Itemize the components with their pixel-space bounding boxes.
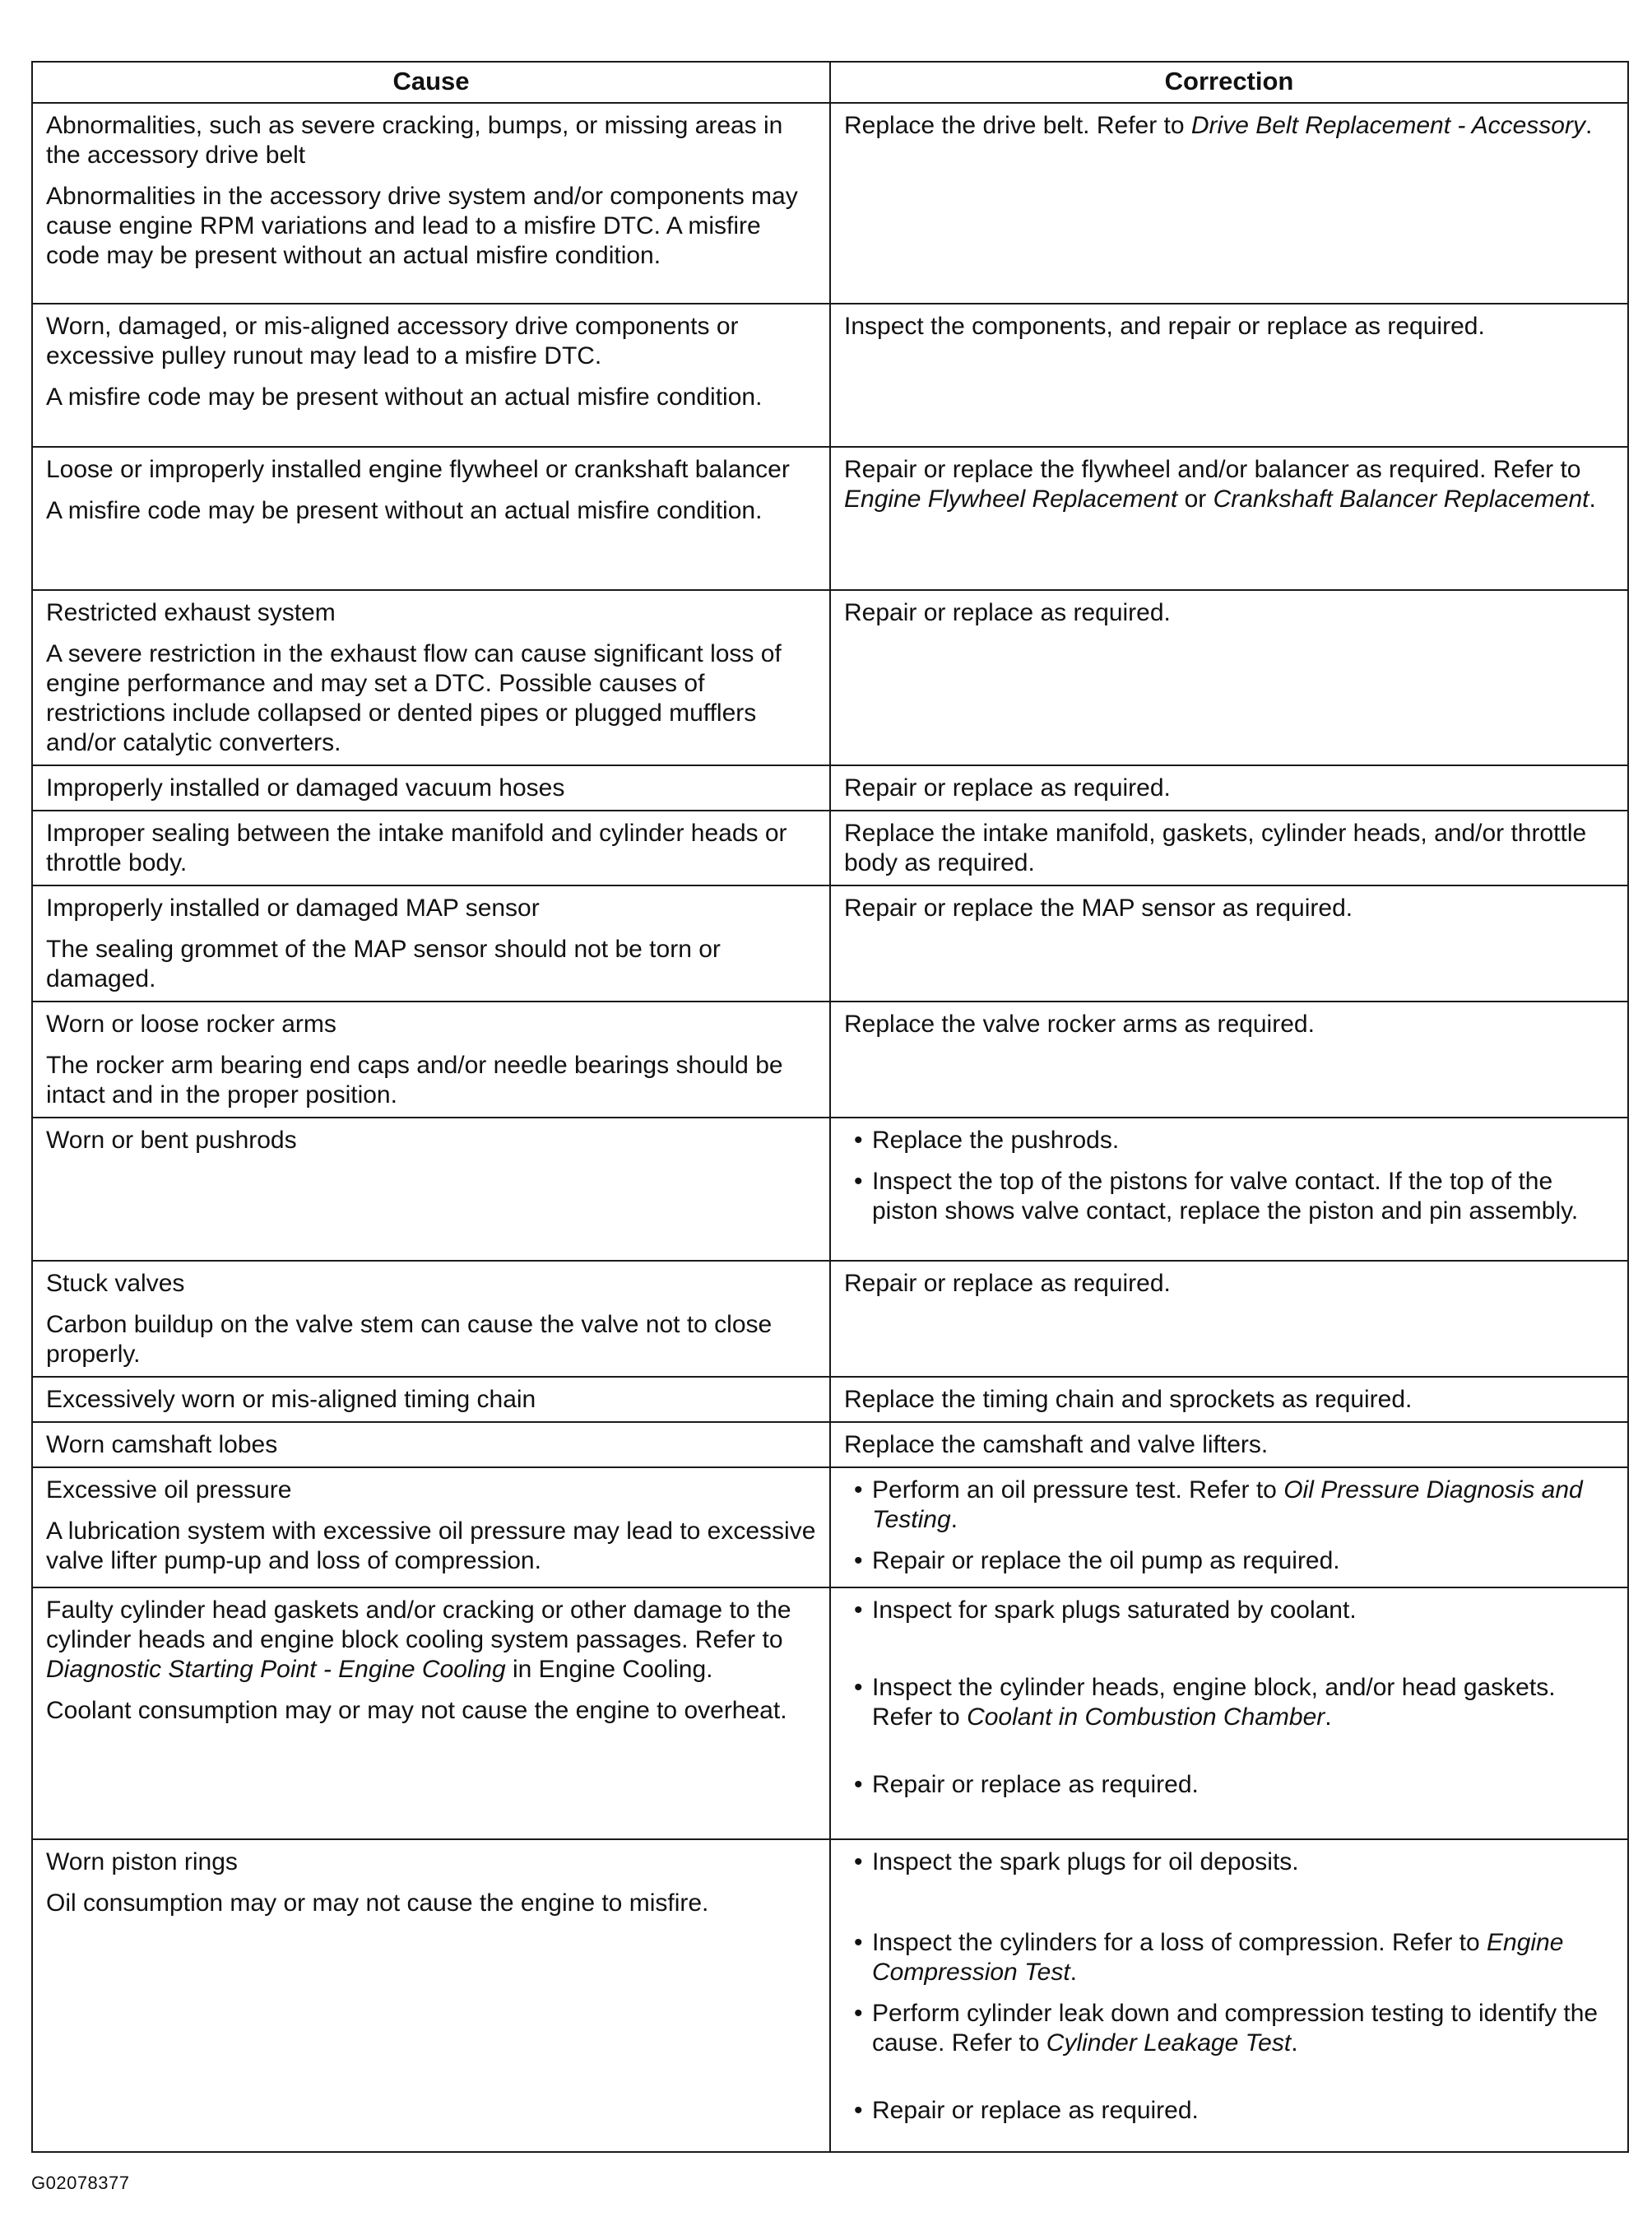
correction-cell xyxy=(830,1377,1628,1422)
correction-column-header: Correction xyxy=(830,62,1628,103)
correction-text: Replace the timing chain and sprockets as required. xyxy=(844,1386,1413,1413)
correction-cell xyxy=(830,1002,1628,1118)
correction-cell xyxy=(830,1839,1628,2152)
cause-cell xyxy=(32,885,830,1002)
cause-text: Excessively worn or mis-aligned timing chain xyxy=(46,1386,536,1413)
table-row xyxy=(32,885,1628,1002)
correction-bullet: • Inspect the top of the pistons for valve contact. If the top of the piston shows valve contact, replace the piston and pin assembly. xyxy=(872,1167,1616,1226)
correction-bullet: • Perform an oil pressure test. Refer to Oil Pressure Diagnosis and Testing. xyxy=(872,1476,1616,1535)
correction-bullet: • Inspect the cylinders for a loss of compression. Refer to Engine Compression Test. xyxy=(872,1928,1616,1987)
reference-link[interactable]: Drive Belt Replacement - Accessory xyxy=(1190,112,1585,139)
correction-cell xyxy=(830,590,1628,765)
cause-note: The rocker arm bearing end caps and/or needle bearings should be intact and in the proper position. xyxy=(46,1052,783,1108)
reference-link[interactable]: Diagnostic Starting Point - Engine Cooling xyxy=(46,1656,506,1683)
correction-bullet: • Inspect for spark plugs saturated by coolant. xyxy=(872,1596,1616,1625)
correction-cell xyxy=(830,1422,1628,1467)
reference-link[interactable]: Engine Flywheel Replacement xyxy=(844,486,1178,513)
table-row xyxy=(32,1118,1628,1261)
table-row xyxy=(32,103,1628,304)
cause-text: Excessive oil pressure xyxy=(46,1476,292,1504)
table-row xyxy=(32,765,1628,811)
correction-text: Repair or replace the MAP sensor as required. xyxy=(844,895,1353,922)
cause-correction-table xyxy=(31,61,1629,2153)
correction-text: Replace the intake manifold, gaskets, cylinder heads, and/or throttle body as required. xyxy=(844,820,1587,876)
correction-list xyxy=(844,1476,1616,1576)
table-row xyxy=(32,1467,1628,1587)
cause-text: Stuck valves xyxy=(46,1270,185,1297)
table-row xyxy=(32,1377,1628,1422)
correction-text: Replace the valve rocker arms as required. xyxy=(844,1011,1315,1038)
correction-bullet: • Replace the pushrods. xyxy=(872,1126,1616,1155)
table-row xyxy=(32,304,1628,447)
table-row xyxy=(32,1002,1628,1118)
correction-bullet: • Repair or replace as required. xyxy=(872,1770,1616,1800)
table-header-row xyxy=(32,62,1628,103)
reference-link[interactable]: Engine Compression Test xyxy=(872,1929,1564,1986)
cause-cell xyxy=(32,1118,830,1261)
table-row xyxy=(32,590,1628,765)
cause-cell xyxy=(32,1261,830,1377)
cause-text: Worn piston rings xyxy=(46,1848,238,1875)
cause-text: Loose or improperly installed engine flywheel or crankshaft balancer xyxy=(46,456,790,483)
table-row xyxy=(32,447,1628,590)
cause-cell xyxy=(32,304,830,447)
cause-text: Improper sealing between the intake manifold and cylinder heads or throttle body. xyxy=(46,820,787,876)
cause-cell xyxy=(32,447,830,590)
correction-text: Repair or replace as required. xyxy=(844,599,1171,626)
cause-note: A misfire code may be present without an actual misfire condition. xyxy=(46,497,763,524)
correction-cell xyxy=(830,1261,1628,1377)
correction-list xyxy=(844,1126,1616,1226)
correction-bullet: • Repair or replace as required. xyxy=(872,2096,1616,2126)
table-row xyxy=(32,1422,1628,1467)
cause-text: Worn, damaged, or mis-aligned accessory drive components or excessive pulley runout may lead to a misfire DTC. xyxy=(46,313,739,370)
cause-note: Oil consumption may or may not cause the engine to misfire. xyxy=(46,1889,709,1917)
cause-text: Restricted exhaust system xyxy=(46,599,336,626)
correction-cell xyxy=(830,447,1628,590)
reference-link[interactable]: Coolant in Combustion Chamber xyxy=(967,1703,1325,1731)
cause-note: Coolant consumption may or may not cause the engine to overheat. xyxy=(46,1697,787,1724)
cause-column-header: Cause xyxy=(32,62,830,103)
correction-cell xyxy=(830,1587,1628,1839)
correction-bullet: • Repair or replace the oil pump as required. xyxy=(872,1546,1616,1576)
correction-text: Replace the camshaft and valve lifters. xyxy=(844,1431,1269,1458)
cause-cell xyxy=(32,1839,830,2152)
cause-cell xyxy=(32,1587,830,1839)
cause-note: Carbon buildup on the valve stem can cause the valve not to close properly. xyxy=(46,1311,773,1368)
cause-note: Abnormalities in the accessory drive system and/or components may cause engine RPM variations and lead to a misfire DTC. A misfire code may be present without an actual misfire condition. xyxy=(46,183,798,269)
cause-note: A lubrication system with excessive oil pressure may lead to excessive valve lifter pump-up and loss of compression. xyxy=(46,1518,816,1574)
correction-text: Inspect the components, and repair or replace as required. xyxy=(844,313,1485,340)
correction-bullet: • Inspect the spark plugs for oil deposits. xyxy=(872,1848,1616,1877)
cause-note: A severe restriction in the exhaust flow can cause significant loss of engine performance and may set a DTC. Possible causes of restrictions include collapsed or dented pipes or plugged mufflers and/or catalytic converters. xyxy=(46,640,782,756)
diagnostic-table-sheet xyxy=(31,61,1627,2153)
correction-cell xyxy=(830,1118,1628,1261)
cause-text: Worn or bent pushrods xyxy=(46,1127,297,1154)
table-row xyxy=(32,1261,1628,1377)
cause-text: Improperly installed or damaged vacuum hoses xyxy=(46,774,565,802)
cause-text: Faulty cylinder head gaskets and/or cracking or other damage to the cylinder heads and engine block cooling system passages. Refer to Diagnostic Starting Point - Engine Cooling in Engine Cooling. xyxy=(46,1597,791,1683)
cause-text: Worn or loose rocker arms xyxy=(46,1011,336,1038)
cause-cell xyxy=(32,103,830,304)
reference-link[interactable]: Crankshaft Balancer Replacement xyxy=(1213,486,1589,513)
table-row xyxy=(32,1587,1628,1839)
cause-cell xyxy=(32,811,830,885)
cause-cell xyxy=(32,1422,830,1467)
correction-text: Repair or replace the flywheel and/or balancer as required. Refer to Engine Flywheel Replacement or Crankshaft Balancer Replacement. xyxy=(844,456,1596,513)
correction-bullet: • Perform cylinder leak down and compression testing to identify the cause. Refer to Cylinder Leakage Test. xyxy=(872,1999,1616,2058)
correction-list xyxy=(844,1596,1616,1800)
cause-cell xyxy=(32,590,830,765)
correction-cell xyxy=(830,1467,1628,1587)
table-row xyxy=(32,811,1628,885)
cause-text: Improperly installed or damaged MAP sensor xyxy=(46,895,540,922)
correction-text: Repair or replace as required. xyxy=(844,774,1171,802)
correction-text: Replace the drive belt. Refer to Drive Belt Replacement - Accessory. xyxy=(844,112,1593,139)
correction-list xyxy=(844,1848,1616,2126)
cause-note: The sealing grommet of the MAP sensor should not be torn or damaged. xyxy=(46,936,721,992)
reference-link[interactable]: Cylinder Leakage Test xyxy=(1046,2029,1292,2057)
cause-note: A misfire code may be present without an actual misfire condition. xyxy=(46,383,763,411)
correction-cell xyxy=(830,765,1628,811)
cause-cell xyxy=(32,1377,830,1422)
cause-cell xyxy=(32,1002,830,1118)
correction-cell xyxy=(830,304,1628,447)
cause-text: Worn camshaft lobes xyxy=(46,1431,278,1458)
reference-link[interactable]: Oil Pressure Diagnosis and Testing xyxy=(872,1476,1583,1533)
figure-id-label: G02078377 xyxy=(31,2173,130,2193)
cause-cell xyxy=(32,765,830,811)
correction-cell xyxy=(830,885,1628,1002)
cause-cell xyxy=(32,1467,830,1587)
correction-text: Repair or replace as required. xyxy=(844,1270,1171,1297)
correction-cell xyxy=(830,811,1628,885)
correction-cell xyxy=(830,103,1628,304)
cause-text: Abnormalities, such as severe cracking, bumps, or missing areas in the accessory drive belt xyxy=(46,112,783,169)
table-row xyxy=(32,1839,1628,2152)
correction-bullet: • Inspect the cylinder heads, engine block, and/or head gaskets. Refer to Coolant in Combustion Chamber. xyxy=(872,1673,1616,1732)
